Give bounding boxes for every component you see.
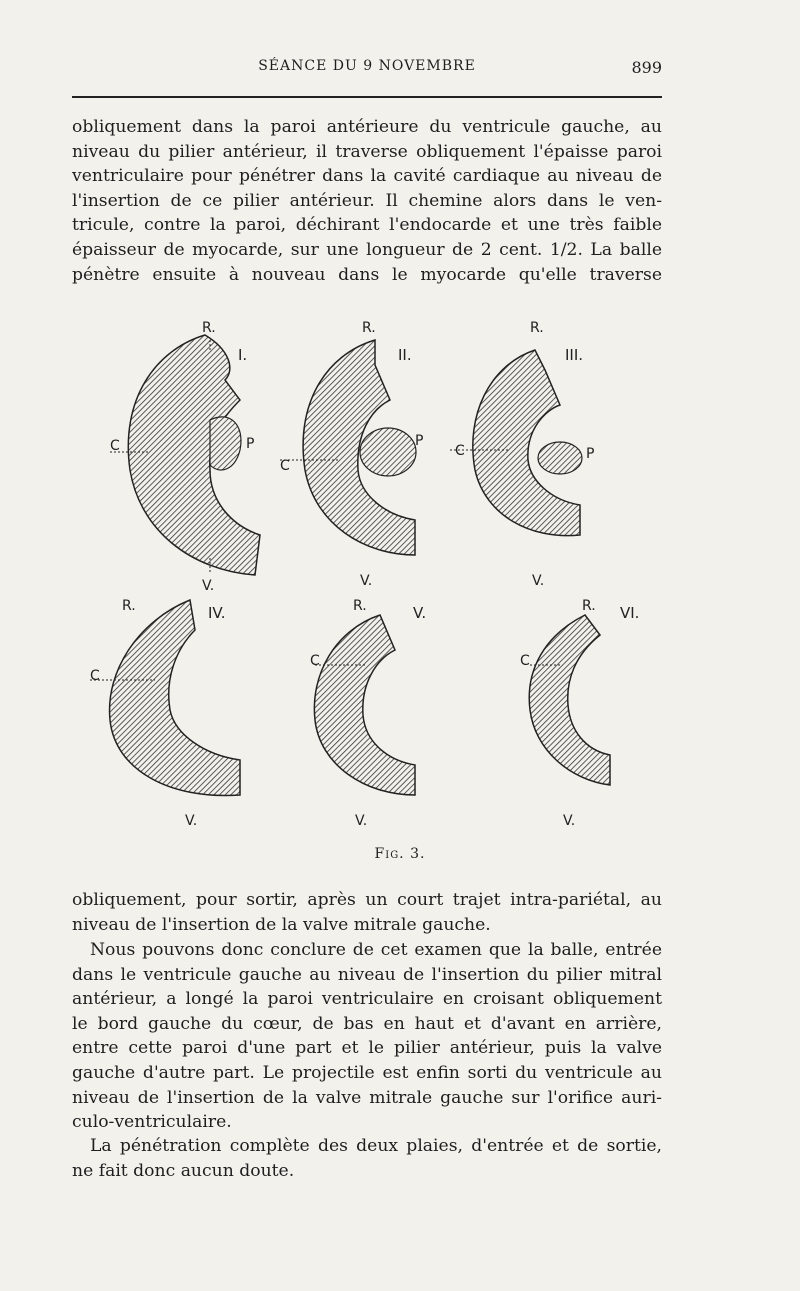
label-r: R. <box>530 320 544 336</box>
label-numeral: I. <box>238 346 248 364</box>
label-v: V. <box>563 813 576 829</box>
text-line: niveau de l'insertion de la valve mitrale gauche. <box>72 914 491 935</box>
label-numeral: VI. <box>620 604 640 622</box>
section-panel-iii <box>450 320 594 589</box>
running-title: SÉANCE DU 9 NOVEMBRE <box>258 58 476 74</box>
text-line: entre cette paroi d'une part et le pilier antérieur, puis la valve <box>72 1038 662 1059</box>
label-p: P <box>415 433 424 449</box>
text-line: La pénétration complète des deux plaies, d'entrée et de sortie, <box>90 1136 662 1156</box>
label-p: P <box>246 436 255 452</box>
text-line: gauche d'autre part. Le projectile est enfin sorti du ventricule au <box>72 1062 662 1083</box>
label-c: C <box>455 443 465 459</box>
label-numeral: IV. <box>208 604 226 622</box>
text-line: tricule, contre la paroi, déchirant l'endocarde et une très faible <box>72 215 662 236</box>
section-panel-iv <box>90 598 240 829</box>
label-r: R. <box>202 320 216 336</box>
label-v: V. <box>355 813 368 829</box>
text-line: l'insertion de ce pilier antérieur. Il chemine alors dans le ven- <box>72 190 662 211</box>
papillary-muscle <box>210 417 241 470</box>
figure-3 <box>90 300 690 840</box>
top-paragraph <box>72 115 662 287</box>
label-c: C <box>110 438 120 454</box>
label-numeral: II. <box>398 346 412 364</box>
text-line: obliquement, pour sortir, après un court trajet intra-pariétal, au <box>72 890 662 910</box>
papillary-muscle <box>360 428 416 476</box>
figure-caption: Fig. 3. <box>374 846 426 862</box>
myocardium-wall <box>128 335 260 575</box>
paragraph-3 <box>72 938 662 1135</box>
paragraph-4 <box>72 1134 662 1183</box>
heart-sections-illustration <box>90 300 690 840</box>
text-line: niveau de l'insertion de la valve mitrale gauche sur l'orifice auri- <box>72 1087 662 1108</box>
label-r: R. <box>362 320 376 336</box>
label-c: C <box>280 458 290 474</box>
text-line: ventriculaire pour pénétrer dans la cavité cardiaque au niveau de <box>72 166 662 187</box>
running-header <box>72 58 662 82</box>
papillary-muscle <box>538 442 582 474</box>
text-line: pénètre ensuite à nouveau dans le myocarde qu'elle traverse <box>72 264 662 285</box>
text-line: niveau du pilier antérieur, il traverse obliquement l'épaisse paroi <box>72 141 662 162</box>
label-numeral: V. <box>413 604 427 622</box>
label-v: V. <box>202 578 215 594</box>
text-line: dans le ventricule gauche au niveau de l'insertion du pilier mitral <box>72 964 662 985</box>
text-line: Nous pouvons donc conclure de cet examen que la balle, entrée <box>90 940 662 960</box>
header-rule <box>72 96 662 98</box>
myocardium-wall <box>529 615 610 785</box>
section-panel-v <box>310 598 426 829</box>
text-line: ne fait donc aucun doute. <box>72 1160 295 1181</box>
text-line: épaisseur de myocarde, sur une longueur de 2 cent. 1/2. La balle <box>72 239 662 260</box>
page-number: 899 <box>631 58 662 77</box>
label-c: C <box>90 668 100 684</box>
label-r: R. <box>122 598 136 614</box>
label-v: V. <box>185 813 198 829</box>
text-line: le bord gauche du cœur, de bas en haut et d'avant en arrière, <box>72 1013 662 1034</box>
label-v: V. <box>532 573 545 589</box>
text-line: antérieur, a longé la paroi ventriculaire en croisant obliquement <box>72 989 662 1010</box>
paragraph-2 <box>72 888 662 937</box>
label-p: P <box>586 446 595 462</box>
text-line: culo-ventriculaire. <box>72 1112 232 1133</box>
label-c: C <box>520 653 530 669</box>
section-panel-ii <box>280 320 423 589</box>
label-c: C <box>310 653 320 669</box>
myocardium-wall <box>314 615 415 795</box>
section-panel-vi <box>520 598 639 829</box>
myocardium-wall <box>110 600 240 796</box>
label-v: V. <box>360 573 373 589</box>
text-line: obliquement dans la paroi antérieure du ventricule gauche, au <box>72 117 662 137</box>
label-r: R. <box>353 598 367 614</box>
label-numeral: III. <box>565 346 584 364</box>
label-r: R. <box>582 598 596 614</box>
section-panel-i <box>110 320 260 594</box>
